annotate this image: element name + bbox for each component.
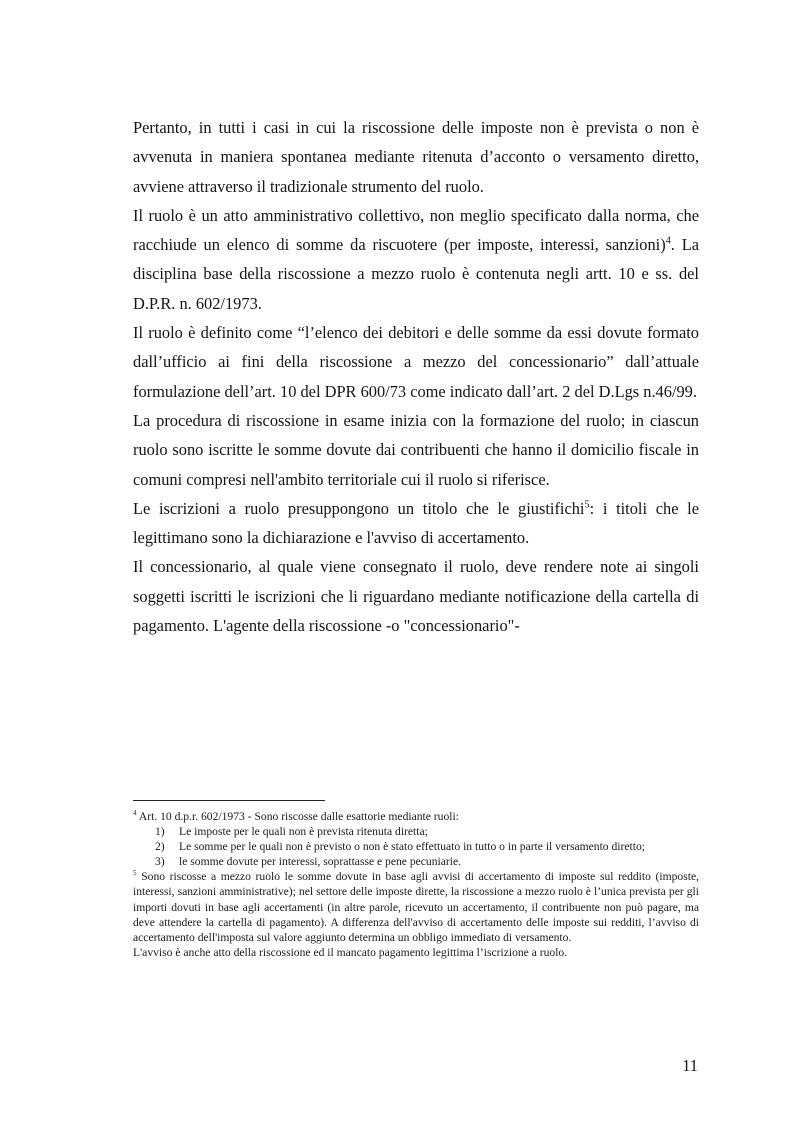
footnotes bbox=[133, 809, 699, 960]
paragraph-4: La procedura di riscossione in esame inizia con la formazione del ruolo; in ciascun ruolo sono iscritte le somme dovute dai contribuenti che hanno il domicilio fiscale in comuni compresi nell'ambito territoriale cui il ruolo si riferisce. bbox=[133, 410, 699, 489]
footnote-4-item: 2) Le somme per le quali non è previsto o non è stato effettuato in tutto o in parte il versamento diretto; bbox=[155, 840, 645, 854]
footnote-5-last-line: L'avviso è anche atto della riscossione ed il mancato pagamento legittima l’iscrizione a ruolo. bbox=[133, 945, 568, 959]
footnote-4-list bbox=[133, 824, 699, 869]
paragraph-3: Il ruolo è definito come “l’elenco dei debitori e delle somme da essi dovute formato dall’ufficio ai fini della riscossione a mezzo del concessionario” dall’attuale formulazione dell’art. 10 del DPR 600/73 come indicato dall’art. 2 del D.Lgs n.46/99. bbox=[133, 323, 699, 401]
footnote-separator bbox=[133, 800, 325, 801]
footnote-4: $^4$ Art. 10 d.p.r. 602/1973 - Sono riscosse dalle esattorie mediante ruoli: bbox=[133, 809, 459, 823]
body-text bbox=[133, 113, 699, 640]
footnote-5: $^5$ Sono riscosse a mezzo ruolo le somme dovute in base agli avvisi di accertamento di imposte sul reddito (imposte, interessi, sanzioni amministrative); nel settore delle imposte dirette, la riscossione a mezzo ruolo è l’unica prevista per gli importi dovuti in base agli accertamenti (in altre parole, ricevuto un accertamento, il contribuente non può pagare, ma deve attendere la cartella di pagamento). A differenza dell'avviso di accertamento delle imposte sui redditi, l’avviso di accertamento dell'imposta sul valore aggiunto determina un obbligo immediato di versamento. bbox=[133, 869, 699, 944]
paragraph-5: Le iscrizioni a ruolo presuppongono un titolo che le giustifichi$^5$: i titoli che le legittimano sono la dichiarazione e l'avviso di accertamento. bbox=[133, 498, 699, 548]
paragraph-2: Il ruolo è un atto amministrativo collettivo, non meglio specificato dalla norma, che racchiude un elenco di somme da riscuotere (per imposte, interessi, sanzioni)$^4$. La disciplina base della riscossione a mezzo ruolo è contenuta negli artt. 10 e ss. del D.P.R. n. 602/1973. bbox=[133, 205, 699, 313]
paragraph-1: Pertanto, in tutti i casi in cui la riscossione delle imposte non è prevista o non è avvenuta in maniera spontanea mediante ritenuta d’acconto o versamento diretto, avviene attraverso il tradizionale strumento del ruolo. bbox=[133, 118, 699, 196]
footnote-ref-4[interactable]: 4 bbox=[665, 235, 671, 247]
footnote-4-item: 1) Le imposte per le quali non è prevista ritenuta diretta; bbox=[155, 825, 428, 839]
footnote-ref-5[interactable]: 5 bbox=[584, 499, 590, 511]
page-number: 11 bbox=[682, 1056, 698, 1075]
footnote-5-mark: 5 bbox=[133, 869, 137, 878]
footnote-4-item: 3) le somme dovute per interessi, soprattasse e pene pecuniarie. bbox=[155, 855, 462, 869]
paragraph-6: Il concessionario, al quale viene consegnato il ruolo, deve rendere note ai singoli soggetti iscritti le iscrizioni che li riguardano mediante notificazione della cartella di pagamento. L'agente della riscossione -o "concessionario"- bbox=[133, 557, 699, 636]
footnote-4-mark: 4 bbox=[133, 809, 137, 818]
